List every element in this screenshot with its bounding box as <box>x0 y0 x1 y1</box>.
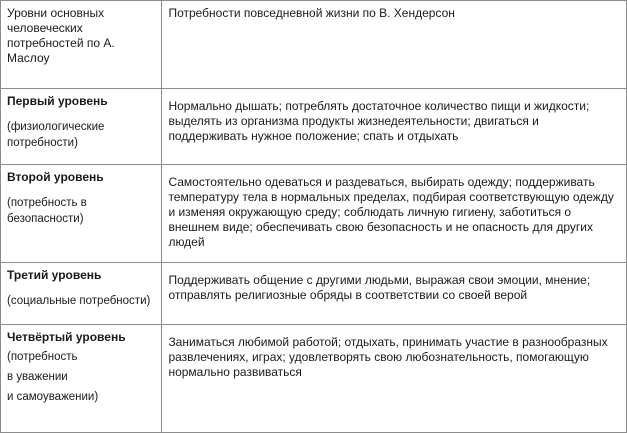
needs-cell <box>162 165 627 263</box>
table-row <box>1 263 627 325</box>
needs-text: Заниматься любимой работой; отдыхать, принимать участие в разнообразных развлечениях, играх; удовлетворять свою любознательность, помогающую нормально развиваться <box>168 335 608 379</box>
level-subtitle: (потребность в безопасности) <box>7 197 87 225</box>
level-cell <box>1 165 162 263</box>
table-row <box>1 165 627 263</box>
level-subtitle-line: и самоуважении) <box>7 391 99 403</box>
needs-text: Самостоятельно одеваться и раздеваться, выбирать одежду; поддерживать температуру тела в нормальных пределах, подбирая соответствующую одежду и изменяя окружающую среду; соблюдать личную гигиену, заботиться о внешнем виде; обеспечивать свою безопасность и не опасность для других людей <box>168 175 614 249</box>
level-subtitle: (социальные потребности) <box>7 295 151 307</box>
header-henderson-needs: Потребности повседневной жизни по В. Хендерсон <box>162 1 627 89</box>
level-subtitle: (физиологические потребности) <box>7 121 105 149</box>
level-subtitle-line: (потребность <box>7 351 78 363</box>
needs-text: Поддерживать общение с другими людьми, выражая свои эмоции, мнение; отправлять религиозные обряды в соответствии со своей верой <box>168 273 591 302</box>
level-title: Третий уровень <box>7 268 102 282</box>
needs-cell <box>162 263 627 325</box>
table-header-row <box>1 1 627 89</box>
level-title: Первый уровень <box>7 94 108 108</box>
table-row <box>1 89 627 165</box>
level-subtitle-line: в уважении <box>7 371 68 383</box>
level-cell <box>1 89 162 165</box>
needs-text: Нормально дышать; потреблять достаточное количество пищи и жидкости; выделять из организма продукты жизнедеятельности; двигаться и поддерживать нужное положение; спать и отдыхать <box>168 99 590 143</box>
level-subtitle <box>7 349 155 405</box>
needs-cell <box>162 89 627 165</box>
level-cell <box>1 263 162 325</box>
level-cell <box>1 325 162 433</box>
level-title: Четвёртый уровень <box>7 330 126 344</box>
table-row <box>1 325 627 433</box>
level-title: Второй уровень <box>7 170 104 184</box>
header-maslow-levels: Уровни основных человеческих потребностей по А. Маслоу <box>1 1 162 89</box>
needs-cell <box>162 325 627 433</box>
